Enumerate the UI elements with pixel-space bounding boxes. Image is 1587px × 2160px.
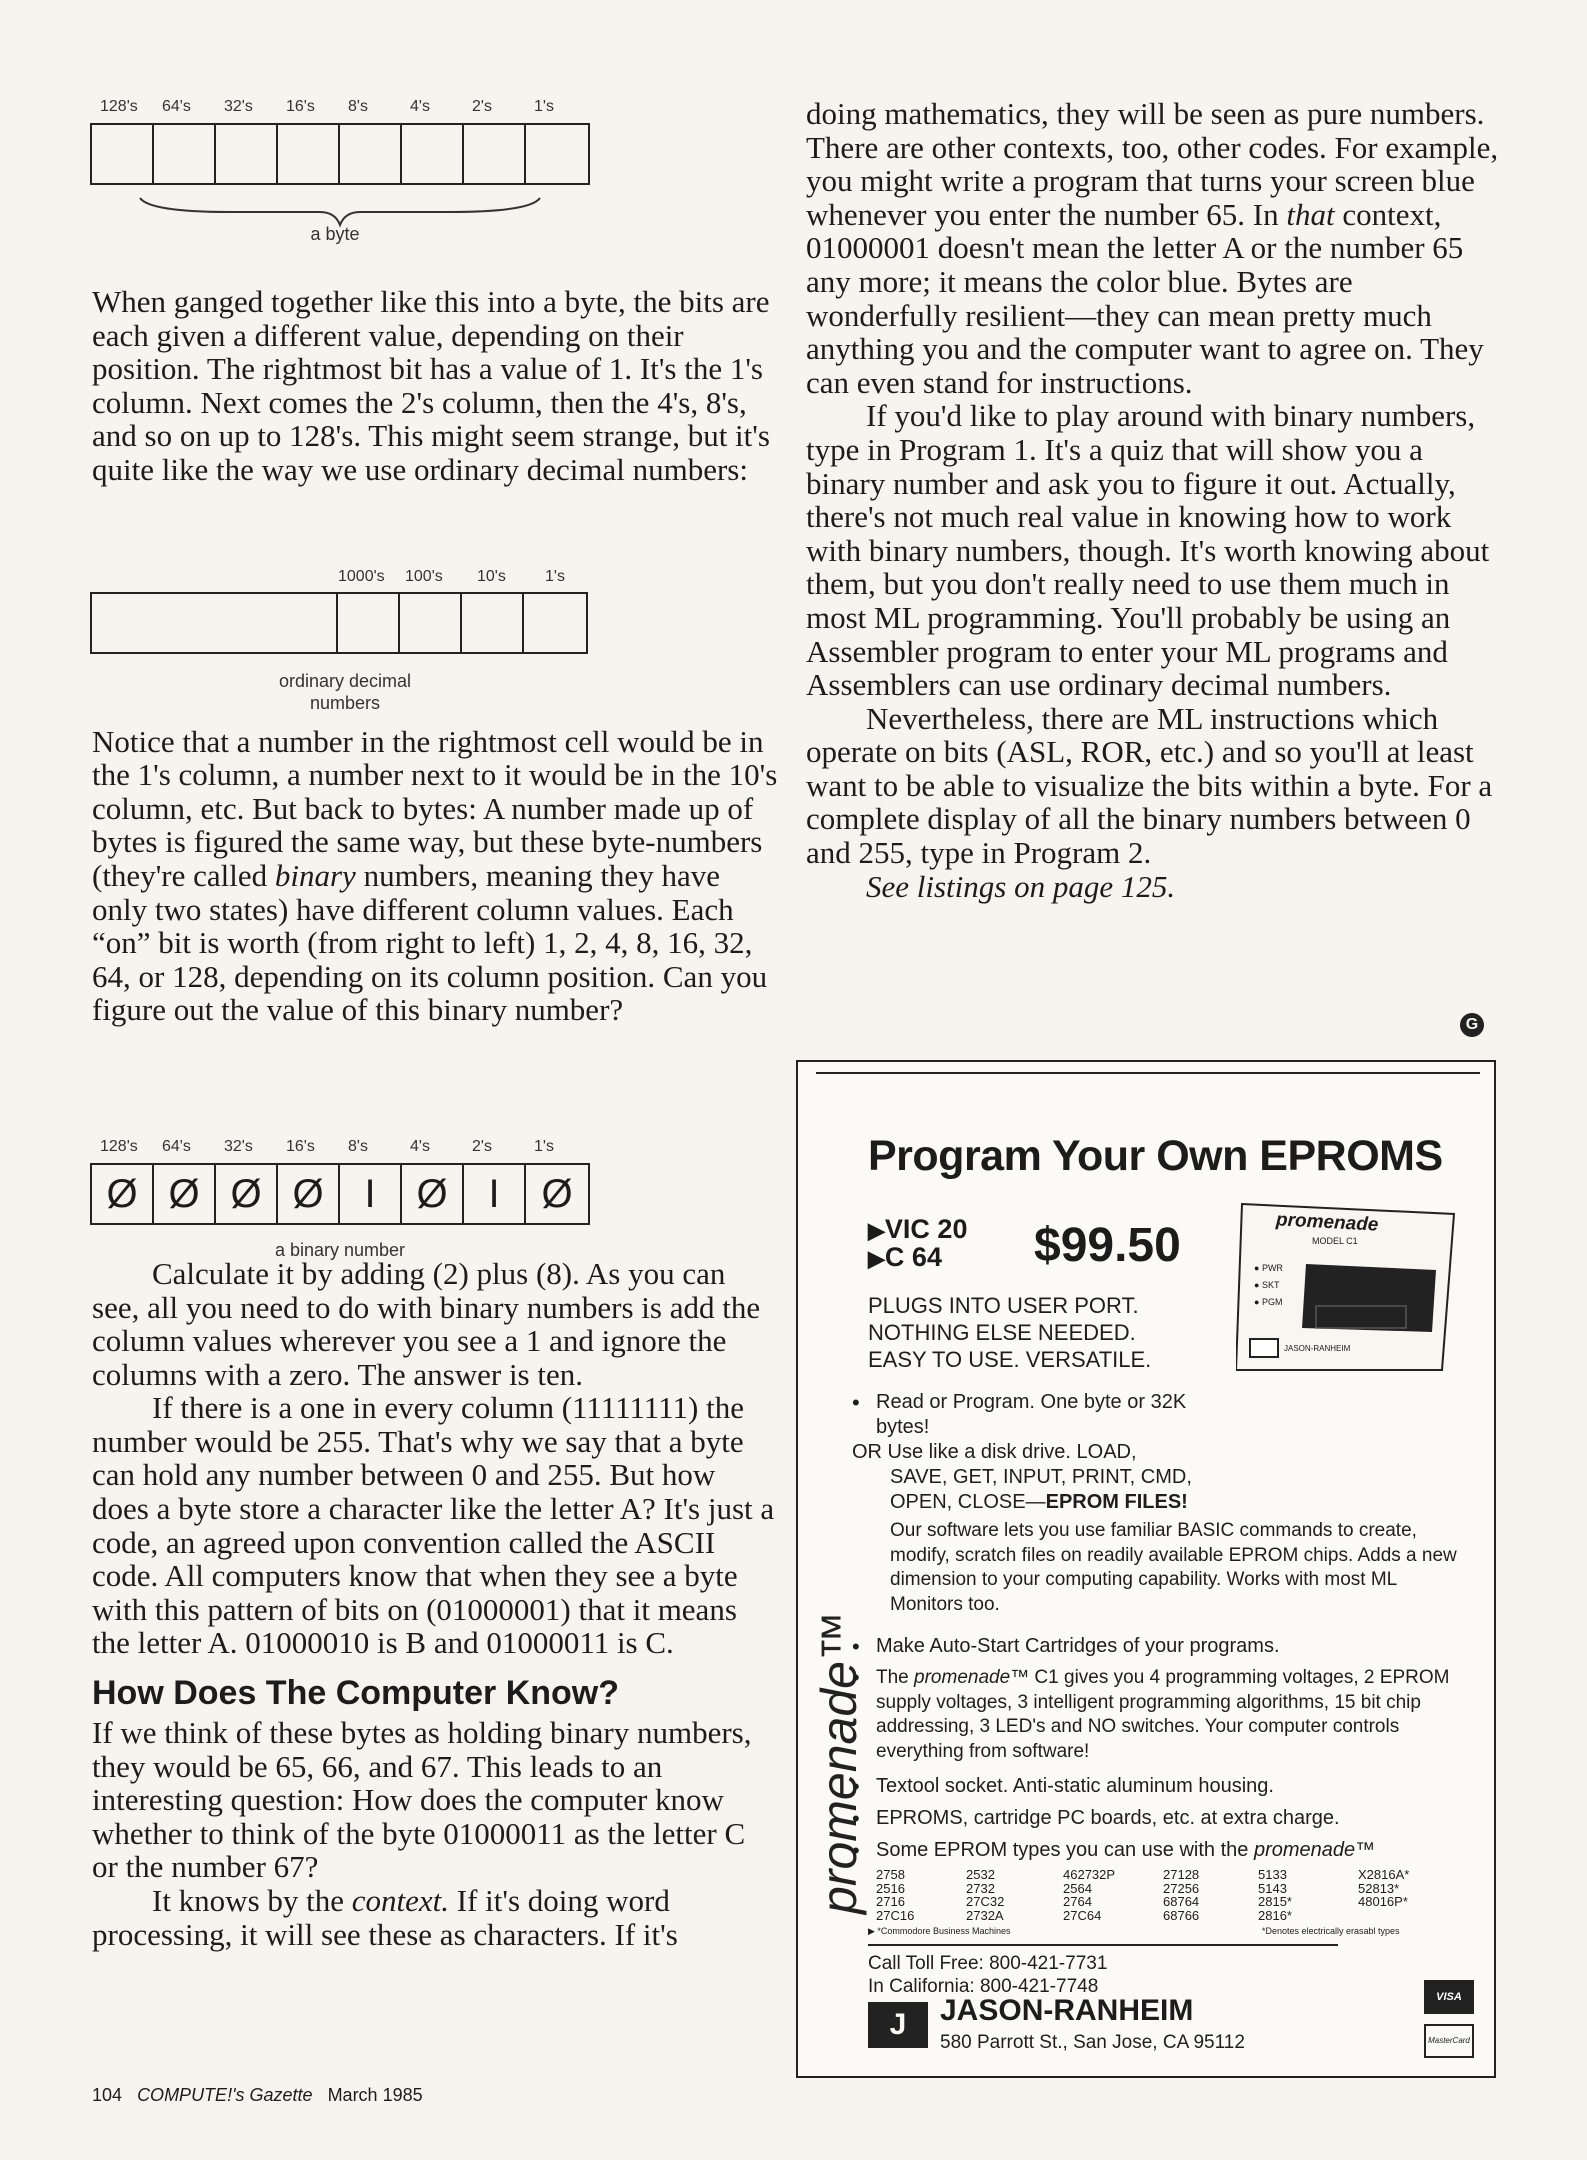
company-name: JASON-RANHEIM: [940, 1994, 1194, 2027]
col-label: 16's: [286, 1138, 315, 1155]
bit-cell: [340, 125, 402, 183]
eprom-type: 68764: [1163, 1894, 1200, 1909]
bit-cell: [464, 125, 526, 183]
device-maker: JASON-RANHEIM: [1284, 1344, 1351, 1353]
caption-line: numbers: [309, 693, 381, 713]
paragraph: [92, 725, 778, 1027]
eprom-type: 5143: [1258, 1880, 1287, 1896]
page-footer: [92, 2085, 423, 2106]
bit-cell: I: [340, 1165, 402, 1223]
byte-cells: [90, 123, 590, 185]
paragraph: Calculate it by adding (2) plus (8). As you can see, all you need to do with binary numbers is add the column values wherever you see a 1 and ignore the columns with a zero. The answer is ten.: [92, 1255, 761, 1392]
paragraph: If you'd like to play around with binary numbers, type in Program 1. It's a quiz that will show you a binary number and ask you to figure it out. Actually, there's not much real value in knowing how to work with binary numbers, though. It's worth knowing about them, but you don't really need to use them much in most ML programming. You'll probably be using an Assembler program to enter your ML programs and Assemblers can use ordinary decimal numbers.: [806, 398, 1490, 703]
eprom-type: 48016P*: [1358, 1894, 1408, 1909]
bit-cell: Ø: [92, 1165, 154, 1223]
eprom-type: 2564: [1063, 1880, 1092, 1896]
feature-description: Our software lets you use familiar BASIC commands to create, modify, scratch files on readily available EPROM chips. Adds a new dimension to your computing capability. Works with most ML Monitors too.: [890, 1520, 1457, 1615]
promenade-advertisement: [796, 1060, 1496, 2078]
bit-cell: Ø: [278, 1165, 340, 1223]
col-label: 2's: [472, 1138, 492, 1155]
text-line: SAVE, GET, INPUT, PRINT, CMD,: [890, 1466, 1192, 1488]
text-span: OPEN, CLOSE—: [890, 1491, 1046, 1513]
col-label: 1's: [545, 568, 565, 585]
paragraph: Nevertheless, there are ML instructions which operate on bits (ASL, ROR, etc.) and so you'll at least want to be able to visualize the bits within a byte. For a complete display of all the binary numbers between 0 and 255, type in Program 2.: [806, 700, 1493, 871]
col-label: 2's: [472, 98, 492, 115]
bit-cell: [278, 125, 340, 183]
tagline-line: EASY TO USE. VERSATILE.: [868, 1347, 1152, 1372]
bit-cell: Ø: [154, 1165, 216, 1223]
led-label: PWR: [1261, 1263, 1283, 1273]
bit-cell: [526, 125, 588, 183]
footnote-right: *Denotes electrically erasabl types: [1262, 1926, 1400, 1936]
bit-cell: [216, 125, 278, 183]
italic-text: that: [1286, 196, 1335, 232]
feature-eprom-types: [876, 1838, 1476, 1863]
divider: [868, 1944, 1338, 1946]
eprom-type: 2532: [966, 1867, 995, 1882]
col-label: 32's: [224, 1138, 253, 1155]
col-label: 1000's: [338, 568, 385, 585]
paragraph: If there is a one in every column (11111111) the number would be 255. That's why we say that a byte can hold any number between 0 and 255. But how does a byte store a character like the letter A? It's just a code, an agreed upon convention called the ASCII code. All computers know that when they see a byte with this pattern of bits on (01000001) that it means the letter A. 01000010 is B and 01000011 is C.: [92, 1390, 775, 1661]
paragraph: [806, 97, 1502, 399]
col-label: 128's: [100, 98, 138, 115]
text-span: If it's doing word processing, it will see these as characters. If it's: [92, 1883, 678, 1952]
arrow-icon: ▶: [868, 1218, 885, 1243]
bit-cell: Ø: [402, 1165, 464, 1223]
ad-frame: [811, 1072, 1480, 2070]
eprom-type: 2516: [876, 1880, 905, 1896]
tagline-line: PLUGS INTO USER PORT.: [868, 1293, 1139, 1318]
eprom-type: 462732P: [1063, 1867, 1116, 1882]
eprom-type: X2816A*: [1358, 1867, 1410, 1882]
tagline: [868, 1292, 1151, 1373]
binary-caption: a binary number: [274, 1240, 406, 1260]
model-list: [868, 1216, 967, 1272]
eprom-programmer-device: [1236, 1194, 1460, 1384]
phone-line: Call Toll Free: 800-421-7731: [868, 1953, 1108, 1974]
eprom-type: 2732: [966, 1880, 995, 1896]
feature-extra: • EPROMS, cartridge PC boards, etc. at extra charge.: [876, 1806, 1466, 1831]
vertical-brand: promenade™: [811, 1611, 867, 1914]
italic-text: See listings on page 125.: [866, 868, 1176, 904]
left-column: [92, 285, 778, 1951]
italic-text: binary: [274, 857, 356, 893]
footnote-left: ▶ *Commodore Business Machines: [868, 1926, 1011, 1936]
eprom-type: 27C16: [876, 1907, 915, 1923]
eprom-type: [1358, 1909, 1458, 1923]
bit-cell: Ø: [541, 1171, 573, 1216]
ad-title: Program Your Own EPROMS: [868, 1132, 1443, 1180]
eprom-type: 2758: [876, 1867, 905, 1882]
mastercard-logo: MasterCard: [1424, 2024, 1474, 2058]
bit-cell: Ø: [216, 1165, 278, 1223]
bit-cell: [92, 125, 154, 183]
col-label: 10's: [477, 568, 506, 585]
eprom-type: 2732A: [966, 1907, 1004, 1923]
jason-ranheim-logo-icon: J: [868, 2002, 928, 2048]
italic-text: promenade™: [1253, 1839, 1376, 1861]
device-brand: promenade: [1275, 1209, 1379, 1236]
model-item: [868, 1244, 967, 1272]
col-label: 4's: [410, 1138, 430, 1155]
eprom-type: 2816*: [1258, 1907, 1292, 1923]
magazine-name: COMPUTE!'s Gazette: [137, 2085, 313, 2105]
text-span: context, 01000001 doesn't mean the letter A or the number 65 any more; it means the color blue. Bytes are wonderfully resilient—they can mean pretty much anything you and the computer want to agree on. They can even stand for instructions.: [806, 196, 1484, 400]
col-label: 8's: [348, 1138, 368, 1155]
eprom-type: 2764: [1063, 1894, 1092, 1909]
paragraph: [92, 1884, 778, 1951]
text-span: numbers, meaning they have only two states) have different column values. Each “on” bit is worth (from right to left) 1, 2, 4, 8, 16, 32, 64, or 128, depending on its column position. Can you figure out the value of this binary number?: [92, 857, 768, 1028]
eprom-type: 27128: [1163, 1867, 1200, 1882]
bit-cell: [154, 125, 216, 183]
text-span: It knows by the: [152, 1883, 352, 1918]
eprom-type: 2815*: [1258, 1894, 1292, 1909]
eprom-type: 2716: [876, 1894, 905, 1909]
paragraph: If we think of these bytes as holding binary numbers, they would be 65, 66, and 67. This leads to an interesting question: How does the computer know whether to think of the byte 01000011 as the letter C or the number 67?: [92, 1715, 752, 1885]
eprom-type: 52813*: [1358, 1880, 1400, 1896]
text-span: ™ C1 gives you 4 programming voltages, 2 EPROM supply voltages, 3 intelligent programming algorithms, 15 bit chip addressing, 3 LED's and NO switches. Your computer controls everything from software!: [876, 1667, 1450, 1762]
device-leds: ● PWR ● SKT ● PGM: [1254, 1263, 1283, 1307]
col-label: 4's: [410, 98, 430, 115]
section-heading: How Does The Computer Know?: [92, 1674, 619, 1713]
feature-autostart: • Make Auto-Start Cartridges of your programs.: [876, 1634, 1466, 1659]
visa-logo: VISA: [1424, 1980, 1474, 2014]
col-label: 64's: [162, 98, 191, 115]
bit-cell: I: [464, 1165, 526, 1223]
arrow-icon: ▶: [868, 1246, 885, 1271]
end-mark-icon: G: [1460, 1013, 1484, 1037]
bold-text: EPROM FILES!: [1045, 1491, 1188, 1513]
eprom-type: 5133: [1258, 1867, 1287, 1882]
text-span: Some EPROM types you can use with the: [876, 1839, 1254, 1861]
byte-caption: a byte: [310, 224, 360, 244]
eprom-types-table: [876, 1868, 1476, 1922]
text-span: doing mathematics, they will be seen as pure numbers. There are other contexts, too, other codes. For example, you might write a program that turns your screen blue whenever you enter the number 65. In: [806, 96, 1499, 232]
feature-read-program: • Read or Program. One byte or 32K bytes!: [876, 1390, 1206, 1440]
phone-numbers: [868, 1952, 1107, 1998]
feature-disk-drive: [852, 1440, 1472, 1617]
feature-socket: • Textool socket. Anti-static aluminum housing.: [876, 1774, 1466, 1799]
col-label: 100's: [405, 568, 443, 585]
right-column: [806, 97, 1502, 903]
text-line: OR Use like a disk drive. LOAD,: [852, 1441, 1137, 1463]
text-span: The: [876, 1667, 915, 1688]
text-span: Notice that a number in the rightmost cell would be in the 1's column, a number next to it would be in the 10's column, etc. But back to bytes: A number made up of bytes is figured the same way, but these byte-numbers (they're called: [92, 723, 778, 893]
eprom-type: 27256: [1163, 1880, 1200, 1896]
eprom-type: 27C64: [1063, 1907, 1102, 1923]
listing-reference: [806, 870, 1502, 904]
col-label: 128's: [100, 1138, 138, 1155]
model-item: [868, 1216, 967, 1244]
page-number: 104: [92, 2085, 123, 2105]
tagline-line: NOTHING ELSE NEEDED.: [868, 1320, 1136, 1345]
feature-c1: [876, 1666, 1476, 1764]
company-address: 580 Parrott St., San Jose, CA 95112: [940, 2032, 1245, 2053]
col-label: 1's: [534, 98, 554, 115]
price: $99.50: [1034, 1219, 1181, 1272]
model-label: C 64: [884, 1242, 942, 1272]
model-label: VIC 20: [884, 1214, 968, 1244]
italic-text: promenade: [914, 1667, 1011, 1688]
italic-text: context.: [351, 1883, 450, 1918]
device-model: MODEL C1: [1312, 1236, 1358, 1246]
col-label: 8's: [348, 98, 368, 115]
phone-line: In California: 800-421-7748: [868, 1976, 1099, 1997]
col-label: 64's: [162, 1138, 191, 1155]
col-label: 32's: [224, 98, 253, 115]
issue-date: March 1985: [327, 2085, 423, 2105]
col-label: 16's: [286, 98, 315, 115]
led-label: SKT: [1261, 1280, 1280, 1290]
bit-cell: [402, 125, 464, 183]
paragraph: When ganged together like this into a byte, the bits are each given a different value, depending on their position. The rightmost bit has a value of 1. It's the 1's column. Next comes the 2's column, then the 4's, 8's, and so on up to 128's. This might seem strange, but it's quite like the way we use ordinary decimal numbers:: [92, 284, 770, 487]
col-label: 1's: [534, 1138, 554, 1155]
eprom-type: 68766: [1163, 1907, 1200, 1923]
caption-line: ordinary decimal: [278, 671, 412, 691]
led-label: PGM: [1261, 1297, 1283, 1307]
eprom-type: 27C32: [966, 1894, 1005, 1909]
